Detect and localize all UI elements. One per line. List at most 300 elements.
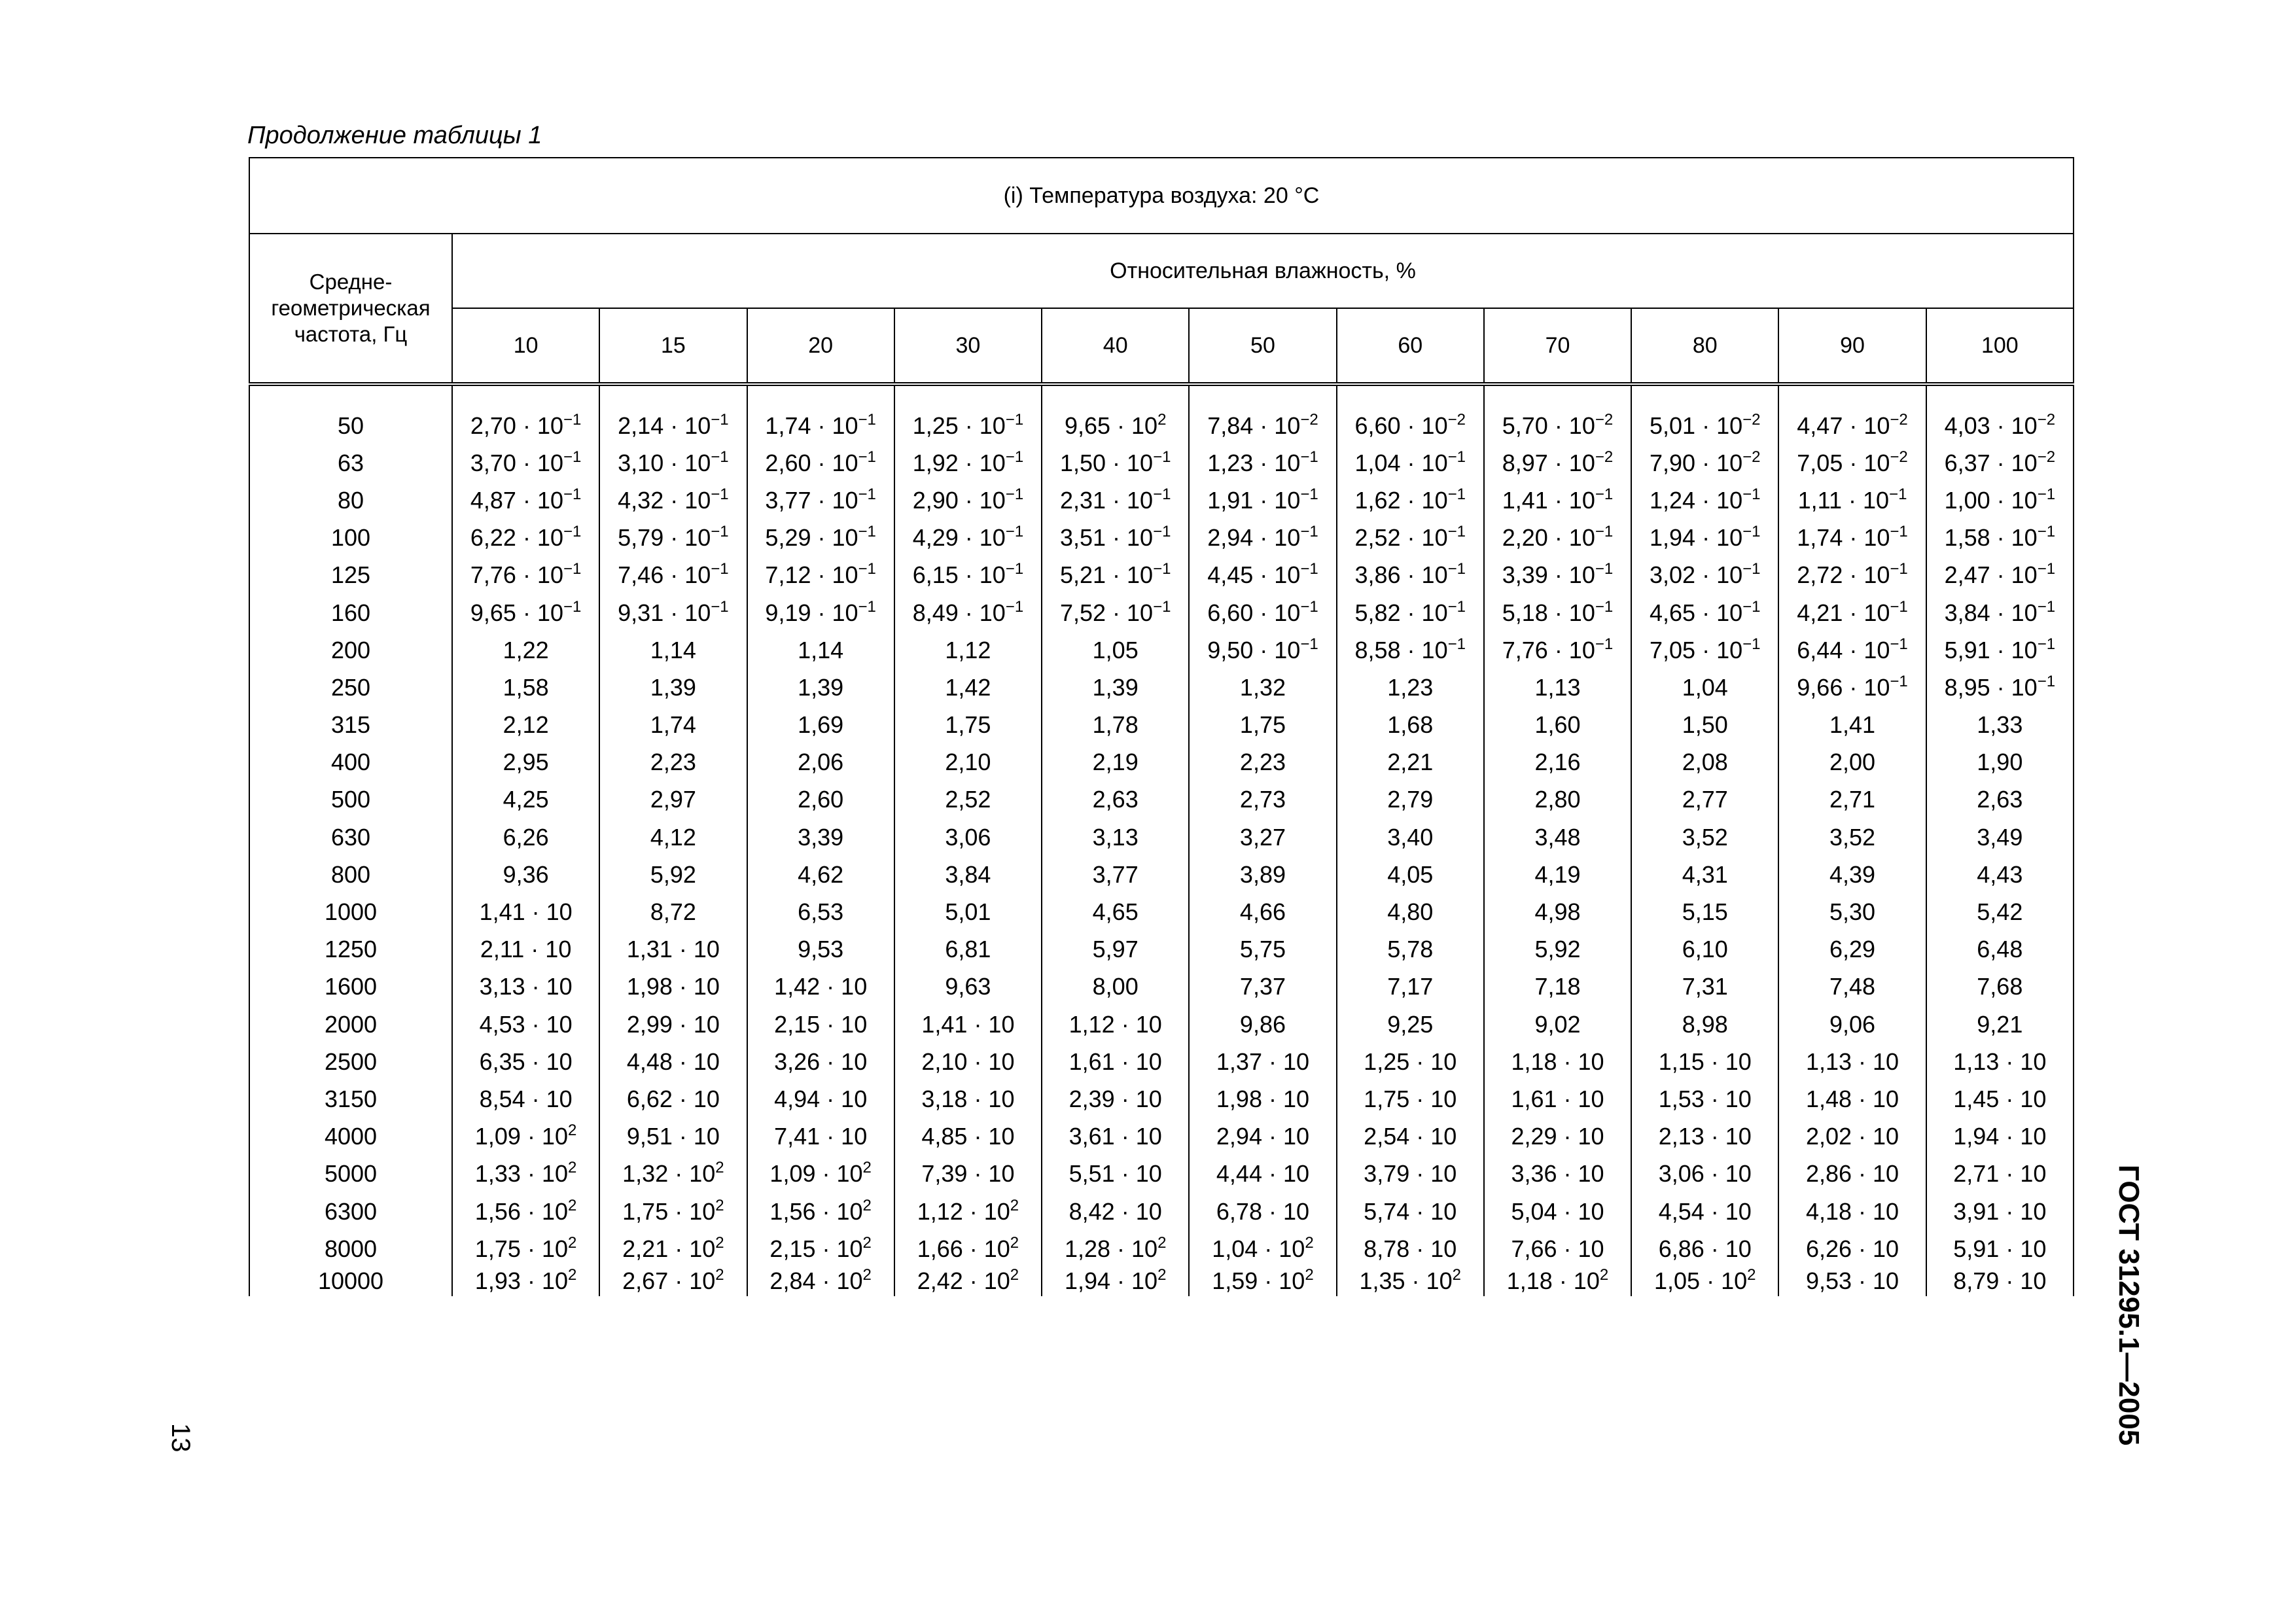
value-cell: 2,97	[599, 781, 747, 819]
frequency-header-line: геометрическая	[271, 296, 431, 320]
value-cell: $2,72 \cdot 10^{-1}$	[1778, 557, 1926, 594]
value-cell: 1,60	[1484, 707, 1631, 744]
exponent: −1	[858, 410, 876, 429]
table-row	[249, 744, 2074, 781]
value-cell: 2,80	[1484, 781, 1631, 819]
value-cell: 3,18 · 10	[894, 1080, 1042, 1118]
value-cell: 1,05	[1042, 631, 1189, 669]
value-cell: 2,95	[452, 744, 599, 781]
value-cell: $5,01 \cdot 10^{-2}$	[1631, 407, 1778, 444]
table-row	[249, 856, 2074, 893]
value-cell: $6,60 \cdot 10^{-1}$	[1189, 594, 1336, 631]
spacer-cell	[1042, 384, 1189, 407]
table-row	[249, 819, 2074, 856]
value-cell: 1,39	[1042, 669, 1189, 706]
exponent: −1	[563, 560, 582, 578]
spacer-cell	[249, 384, 452, 407]
value-cell: 2,23	[1189, 744, 1336, 781]
value-cell: 3,77	[1042, 856, 1189, 893]
value-cell: 1,48 · 10	[1778, 1080, 1926, 1118]
frequency-cell: 2500	[249, 1043, 452, 1080]
exponent: −1	[1595, 597, 1614, 616]
frequency-cell: 200	[249, 631, 452, 669]
value-cell: 9,25	[1337, 1006, 1484, 1043]
exponent: −1	[563, 523, 582, 541]
value-cell: 2,08	[1631, 744, 1778, 781]
value-cell: 2,86 · 10	[1778, 1156, 1926, 1193]
value-cell: 1,12 · 10	[1042, 1006, 1189, 1043]
table-row	[249, 407, 2074, 444]
table-row	[249, 968, 2074, 1006]
value-cell: 9,02	[1484, 1006, 1631, 1043]
value-cell: 5,97	[1042, 931, 1189, 968]
spacer-cell	[1778, 384, 1926, 407]
value-cell: $9,19 \cdot 10^{-1}$	[747, 594, 894, 631]
exponent: −1	[1300, 597, 1318, 616]
humidity-column-header: 80	[1631, 308, 1778, 384]
exponent: −1	[2037, 485, 2056, 503]
table-row	[249, 594, 2074, 631]
frequency-cell: 1600	[249, 968, 452, 1006]
frequency-cell: 125	[249, 557, 452, 594]
exponent: 2	[1157, 1266, 1167, 1284]
humidity-column-header: 40	[1042, 308, 1189, 384]
value-cell: 3,26 · 10	[747, 1043, 894, 1080]
exponent: 2	[568, 1196, 577, 1214]
humidity-column-header: 10	[452, 308, 599, 384]
value-cell: $1,56 \cdot 10^2$	[747, 1193, 894, 1230]
value-cell: $7,84 \cdot 10^{-2}$	[1189, 407, 1336, 444]
value-cell: 5,42	[1926, 893, 2074, 930]
value-cell: 1,13 · 10	[1926, 1043, 2074, 1080]
frequency-cell: 160	[249, 594, 452, 631]
value-cell: $7,90 \cdot 10^{-2}$	[1631, 444, 1778, 482]
value-cell: 2,15 · 10	[747, 1006, 894, 1043]
value-cell: 4,53 · 10	[452, 1006, 599, 1043]
exponent: −1	[1300, 635, 1318, 653]
value-cell: $4,65 \cdot 10^{-1}$	[1631, 594, 1778, 631]
frequency-header-line: Средне-	[309, 270, 393, 294]
exponent: −2	[1742, 410, 1761, 429]
exponent: 2	[862, 1196, 872, 1214]
exponent: −1	[711, 410, 729, 429]
frequency-cell: 10000	[249, 1267, 452, 1296]
value-cell: 3,61 · 10	[1042, 1118, 1189, 1156]
value-cell: 8,00	[1042, 968, 1189, 1006]
value-cell: $3,02 \cdot 10^{-1}$	[1631, 557, 1778, 594]
value-cell: 4,65	[1042, 893, 1189, 930]
exponent: −1	[2037, 635, 2056, 653]
value-cell: $4,87 \cdot 10^{-1}$	[452, 482, 599, 519]
exponent: −1	[711, 485, 729, 503]
exponent: −1	[858, 485, 876, 503]
exponent: −2	[1890, 448, 1908, 466]
spacer-cell	[1926, 384, 2074, 407]
humidity-column-header: 60	[1337, 308, 1484, 384]
exponent: −1	[1005, 560, 1024, 578]
value-cell: 4,18 · 10	[1778, 1193, 1926, 1230]
value-cell: 2,39 · 10	[1042, 1080, 1189, 1118]
standard-id: ГОСТ 31295.1—2005	[2113, 1165, 2145, 1446]
value-cell: 5,78	[1337, 931, 1484, 968]
value-cell: $1,93 \cdot 10^2$	[452, 1267, 599, 1296]
value-cell: $1,74 \cdot 10^{-1}$	[747, 407, 894, 444]
frequency-cell: 80	[249, 482, 452, 519]
table-body	[249, 407, 2074, 1296]
exponent: −1	[1153, 485, 1171, 503]
value-cell: $2,52 \cdot 10^{-1}$	[1337, 520, 1484, 557]
exponent: 2	[1305, 1266, 1314, 1284]
value-cell: 1,98 · 10	[1189, 1080, 1336, 1118]
exponent: 2	[715, 1266, 724, 1284]
value-cell: $1,18 \cdot 10^2$	[1484, 1267, 1631, 1296]
value-cell: 1,25 · 10	[1337, 1043, 1484, 1080]
frequency-header-line: частота, Гц	[294, 322, 408, 346]
exponent: −1	[858, 523, 876, 541]
exponent: 2	[1747, 1266, 1756, 1284]
exponent: −2	[1890, 410, 1908, 429]
value-cell: 4,12	[599, 819, 747, 856]
value-cell: $3,70 \cdot 10^{-1}$	[452, 444, 599, 482]
value-cell: 1,04	[1631, 669, 1778, 706]
value-cell: $1,50 \cdot 10^{-1}$	[1042, 444, 1189, 482]
exponent: 2	[1010, 1233, 1019, 1252]
exponent: 2	[1010, 1266, 1019, 1284]
exponent: 2	[715, 1233, 724, 1252]
spacer-row	[249, 384, 2074, 407]
exponent: 2	[862, 1233, 872, 1252]
value-cell: 1,31 · 10	[599, 931, 747, 968]
value-cell: 3,36 · 10	[1484, 1156, 1631, 1193]
value-cell: 1,37 · 10	[1189, 1043, 1336, 1080]
value-cell: $7,05 \cdot 10^{-2}$	[1778, 444, 1926, 482]
frequency-cell: 315	[249, 707, 452, 744]
frequency-cell: 63	[249, 444, 452, 482]
value-cell: 2,16	[1484, 744, 1631, 781]
exponent: 2	[568, 1159, 577, 1177]
value-cell: $3,86 \cdot 10^{-1}$	[1337, 557, 1484, 594]
value-cell: 3,39	[747, 819, 894, 856]
table-row	[249, 1230, 2074, 1267]
value-cell: 4,94 · 10	[747, 1080, 894, 1118]
value-cell: $6,22 \cdot 10^{-1}$	[452, 520, 599, 557]
exponent: −1	[2037, 560, 2056, 578]
table-row	[249, 631, 2074, 669]
value-cell: $2,15 \cdot 10^2$	[747, 1230, 894, 1267]
value-cell: 2,71	[1778, 781, 1926, 819]
spacer-cell	[1484, 384, 1631, 407]
exponent: −1	[858, 448, 876, 466]
frequency-cell: 2000	[249, 1006, 452, 1043]
value-cell: $1,04 \cdot 10^2$	[1189, 1230, 1336, 1267]
value-cell: 9,36	[452, 856, 599, 893]
exponent: −1	[858, 560, 876, 578]
value-cell: 1,41 · 10	[894, 1006, 1042, 1043]
value-cell: 1,42	[894, 669, 1042, 706]
value-cell: 3,13 · 10	[452, 968, 599, 1006]
value-cell: 1,14	[747, 631, 894, 669]
value-cell: $1,59 \cdot 10^2$	[1189, 1267, 1336, 1296]
value-cell: $5,18 \cdot 10^{-1}$	[1484, 594, 1631, 631]
value-cell: 6,78 · 10	[1189, 1193, 1336, 1230]
frequency-cell: 4000	[249, 1118, 452, 1156]
value-cell: 4,05	[1337, 856, 1484, 893]
value-cell: $7,46 \cdot 10^{-1}$	[599, 557, 747, 594]
value-cell: $5,70 \cdot 10^{-2}$	[1484, 407, 1631, 444]
table-row	[249, 1193, 2074, 1230]
exponent: 2	[568, 1233, 577, 1252]
exponent: −1	[1005, 523, 1024, 541]
value-cell: 2,00	[1778, 744, 1926, 781]
table-row	[249, 482, 2074, 519]
value-cell: 4,98	[1484, 893, 1631, 930]
value-cell: 2,63	[1042, 781, 1189, 819]
value-cell: 1,75	[1189, 707, 1336, 744]
humidity-columns-row	[249, 308, 2074, 384]
value-cell: $1,75 \cdot 10^2$	[599, 1193, 747, 1230]
value-cell: 4,43	[1926, 856, 2074, 893]
exponent: −1	[858, 597, 876, 616]
value-cell: $9,65 \cdot 10^2$	[1042, 407, 1189, 444]
value-cell: 1,68	[1337, 707, 1484, 744]
value-cell: $1,32 \cdot 10^2$	[599, 1156, 747, 1193]
exponent: −1	[2037, 597, 2056, 616]
value-cell: $1,58 \cdot 10^{-1}$	[1926, 520, 2074, 557]
spacer-cell	[894, 384, 1042, 407]
table-row	[249, 893, 2074, 930]
value-cell: $1,12 \cdot 10^2$	[894, 1193, 1042, 1230]
exponent: −1	[1005, 448, 1024, 466]
value-cell: 2,73	[1189, 781, 1336, 819]
exponent: −1	[1005, 485, 1024, 503]
value-cell: 9,51 · 10	[599, 1118, 747, 1156]
humidity-column-header: 50	[1189, 308, 1336, 384]
absorption-table	[249, 157, 2074, 1296]
value-cell: $2,21 \cdot 10^2$	[599, 1230, 747, 1267]
value-cell: $4,21 \cdot 10^{-1}$	[1778, 594, 1926, 631]
value-cell: 8,98	[1631, 1006, 1778, 1043]
exponent: −2	[1595, 448, 1614, 466]
exponent: −1	[711, 597, 729, 616]
value-cell: 4,39	[1778, 856, 1926, 893]
value-cell: 2,60	[747, 781, 894, 819]
exponent: −1	[1153, 448, 1171, 466]
exponent: 2	[568, 1266, 577, 1284]
exponent: −1	[1742, 485, 1761, 503]
value-cell: 4,48 · 10	[599, 1043, 747, 1080]
value-cell: 7,48	[1778, 968, 1926, 1006]
value-cell: $5,82 \cdot 10^{-1}$	[1337, 594, 1484, 631]
value-cell: 1,14	[599, 631, 747, 669]
value-cell: 1,75	[894, 707, 1042, 744]
value-cell: 3,13	[1042, 819, 1189, 856]
value-cell: $9,65 \cdot 10^{-1}$	[452, 594, 599, 631]
value-cell: 1,13 · 10	[1778, 1043, 1926, 1080]
value-cell: 2,63	[1926, 781, 2074, 819]
value-cell: 1,33	[1926, 707, 2074, 744]
value-cell: $1,94 \cdot 10^{-1}$	[1631, 520, 1778, 557]
humidity-header: Относительная влажность, %	[452, 234, 2074, 308]
value-cell: 8,79 · 10	[1926, 1267, 2074, 1296]
value-cell: 1,74	[599, 707, 747, 744]
exponent: −1	[563, 410, 582, 429]
exponent: −1	[563, 597, 582, 616]
exponent: 2	[715, 1159, 724, 1177]
humidity-column-header: 20	[747, 308, 894, 384]
value-cell: $2,31 \cdot 10^{-1}$	[1042, 482, 1189, 519]
value-cell: 3,84	[894, 856, 1042, 893]
value-cell: 8,54 · 10	[452, 1080, 599, 1118]
value-cell: $2,70 \cdot 10^{-1}$	[452, 407, 599, 444]
value-cell: $8,95 \cdot 10^{-1}$	[1926, 669, 2074, 706]
frequency-cell: 800	[249, 856, 452, 893]
exponent: −1	[1005, 597, 1024, 616]
value-cell: 6,53	[747, 893, 894, 930]
exponent: −1	[1447, 448, 1466, 466]
exponent: −2	[2037, 410, 2056, 429]
exponent: 2	[1599, 1266, 1609, 1284]
value-cell: 8,78 · 10	[1337, 1230, 1484, 1267]
exponent: −1	[1890, 560, 1908, 578]
value-cell: 4,66	[1189, 893, 1336, 930]
exponent: −2	[1447, 410, 1466, 429]
frequency-cell: 250	[249, 669, 452, 706]
exponent: −2	[1742, 448, 1761, 466]
frequency-cell: 5000	[249, 1156, 452, 1193]
value-cell: 5,51 · 10	[1042, 1156, 1189, 1193]
exponent: 2	[1157, 410, 1167, 429]
exponent: −2	[1300, 410, 1318, 429]
value-cell: 5,30	[1778, 893, 1926, 930]
humidity-column-header: 30	[894, 308, 1042, 384]
exponent: −1	[1889, 485, 1907, 503]
exponent: −2	[1595, 410, 1614, 429]
value-cell: $8,49 \cdot 10^{-1}$	[894, 594, 1042, 631]
value-cell: $2,42 \cdot 10^2$	[894, 1267, 1042, 1296]
value-cell: 7,31	[1631, 968, 1778, 1006]
value-cell: 5,91 · 10	[1926, 1230, 2074, 1267]
exponent: −1	[1005, 410, 1024, 429]
value-cell: 2,71 · 10	[1926, 1156, 2074, 1193]
spacer-cell	[452, 384, 599, 407]
value-cell: 1,90	[1926, 744, 2074, 781]
value-cell: $2,14 \cdot 10^{-1}$	[599, 407, 747, 444]
value-cell: 7,37	[1189, 968, 1336, 1006]
humidity-column-header: 90	[1778, 308, 1926, 384]
value-cell: 3,40	[1337, 819, 1484, 856]
value-cell: 4,44 · 10	[1189, 1156, 1336, 1193]
exponent: 2	[862, 1266, 872, 1284]
value-cell: 7,41 · 10	[747, 1118, 894, 1156]
value-cell: $2,90 \cdot 10^{-1}$	[894, 482, 1042, 519]
value-cell: 1,78	[1042, 707, 1189, 744]
value-cell: 1,32	[1189, 669, 1336, 706]
value-cell: 2,06	[747, 744, 894, 781]
exponent: −1	[711, 523, 729, 541]
value-cell: 2,10	[894, 744, 1042, 781]
value-cell: $7,12 \cdot 10^{-1}$	[747, 557, 894, 594]
table-row	[249, 1080, 2074, 1118]
value-cell: $1,41 \cdot 10^{-1}$	[1484, 482, 1631, 519]
exponent: −2	[2037, 448, 2056, 466]
table-row	[249, 1267, 2074, 1296]
value-cell: 5,04 · 10	[1484, 1193, 1631, 1230]
value-cell: $3,10 \cdot 10^{-1}$	[599, 444, 747, 482]
exponent: −1	[1595, 560, 1614, 578]
exponent: −1	[1742, 560, 1761, 578]
value-cell: 6,81	[894, 931, 1042, 968]
spacer-cell	[1189, 384, 1336, 407]
exponent: 2	[1157, 1233, 1167, 1252]
frequency-cell: 500	[249, 781, 452, 819]
value-cell: $4,29 \cdot 10^{-1}$	[894, 520, 1042, 557]
value-cell: $1,09 \cdot 10^2$	[747, 1156, 894, 1193]
table-row	[249, 669, 2074, 706]
exponent: −1	[1447, 560, 1466, 578]
exponent: −1	[1447, 597, 1466, 616]
value-cell: 2,23	[599, 744, 747, 781]
frequency-header	[249, 234, 452, 384]
exponent: −1	[1300, 448, 1318, 466]
value-cell: 1,42 · 10	[747, 968, 894, 1006]
value-cell: 8,42 · 10	[1042, 1193, 1189, 1230]
value-cell: $3,84 \cdot 10^{-1}$	[1926, 594, 2074, 631]
value-cell: $7,76 \cdot 10^{-1}$	[452, 557, 599, 594]
table-row	[249, 1118, 2074, 1156]
exponent: −1	[1595, 635, 1614, 653]
value-cell: 3,49	[1926, 819, 2074, 856]
value-cell: 2,94 · 10	[1189, 1118, 1336, 1156]
value-cell: 3,48	[1484, 819, 1631, 856]
spacer-cell	[1631, 384, 1778, 407]
exponent: −1	[1890, 635, 1908, 653]
value-cell: 6,35 · 10	[452, 1043, 599, 1080]
spacer-cell	[747, 384, 894, 407]
exponent: −1	[563, 448, 582, 466]
exponent: −1	[1742, 597, 1761, 616]
value-cell: 7,66 · 10	[1484, 1230, 1631, 1267]
value-cell: 4,31	[1631, 856, 1778, 893]
value-cell: $1,09 \cdot 10^2$	[452, 1118, 599, 1156]
value-cell: $4,32 \cdot 10^{-1}$	[599, 482, 747, 519]
value-cell: 2,54 · 10	[1337, 1118, 1484, 1156]
frequency-cell: 8000	[249, 1230, 452, 1267]
exponent: −1	[1300, 560, 1318, 578]
value-cell: 1,15 · 10	[1631, 1043, 1778, 1080]
value-cell: 5,92	[599, 856, 747, 893]
value-cell: $2,84 \cdot 10^2$	[747, 1267, 894, 1296]
exponent: −1	[1153, 560, 1171, 578]
table-caption: Продолжение таблицы 1	[247, 122, 542, 149]
value-cell: $5,21 \cdot 10^{-1}$	[1042, 557, 1189, 594]
value-cell: 6,62 · 10	[599, 1080, 747, 1118]
value-cell: $5,79 \cdot 10^{-1}$	[599, 520, 747, 557]
exponent: 2	[568, 1121, 577, 1140]
value-cell: 5,01	[894, 893, 1042, 930]
value-cell: 3,27	[1189, 819, 1336, 856]
exponent: 2	[862, 1159, 872, 1177]
exponent: −1	[1447, 635, 1466, 653]
table-row	[249, 1043, 2074, 1080]
value-cell: 9,86	[1189, 1006, 1336, 1043]
value-cell: $1,25 \cdot 10^{-1}$	[894, 407, 1042, 444]
value-cell: $3,77 \cdot 10^{-1}$	[747, 482, 894, 519]
value-cell: $1,28 \cdot 10^2$	[1042, 1230, 1189, 1267]
value-cell: 2,79	[1337, 781, 1484, 819]
value-cell: $1,05 \cdot 10^2$	[1631, 1267, 1778, 1296]
value-cell: $1,75 \cdot 10^2$	[452, 1230, 599, 1267]
exponent: −1	[1890, 597, 1908, 616]
